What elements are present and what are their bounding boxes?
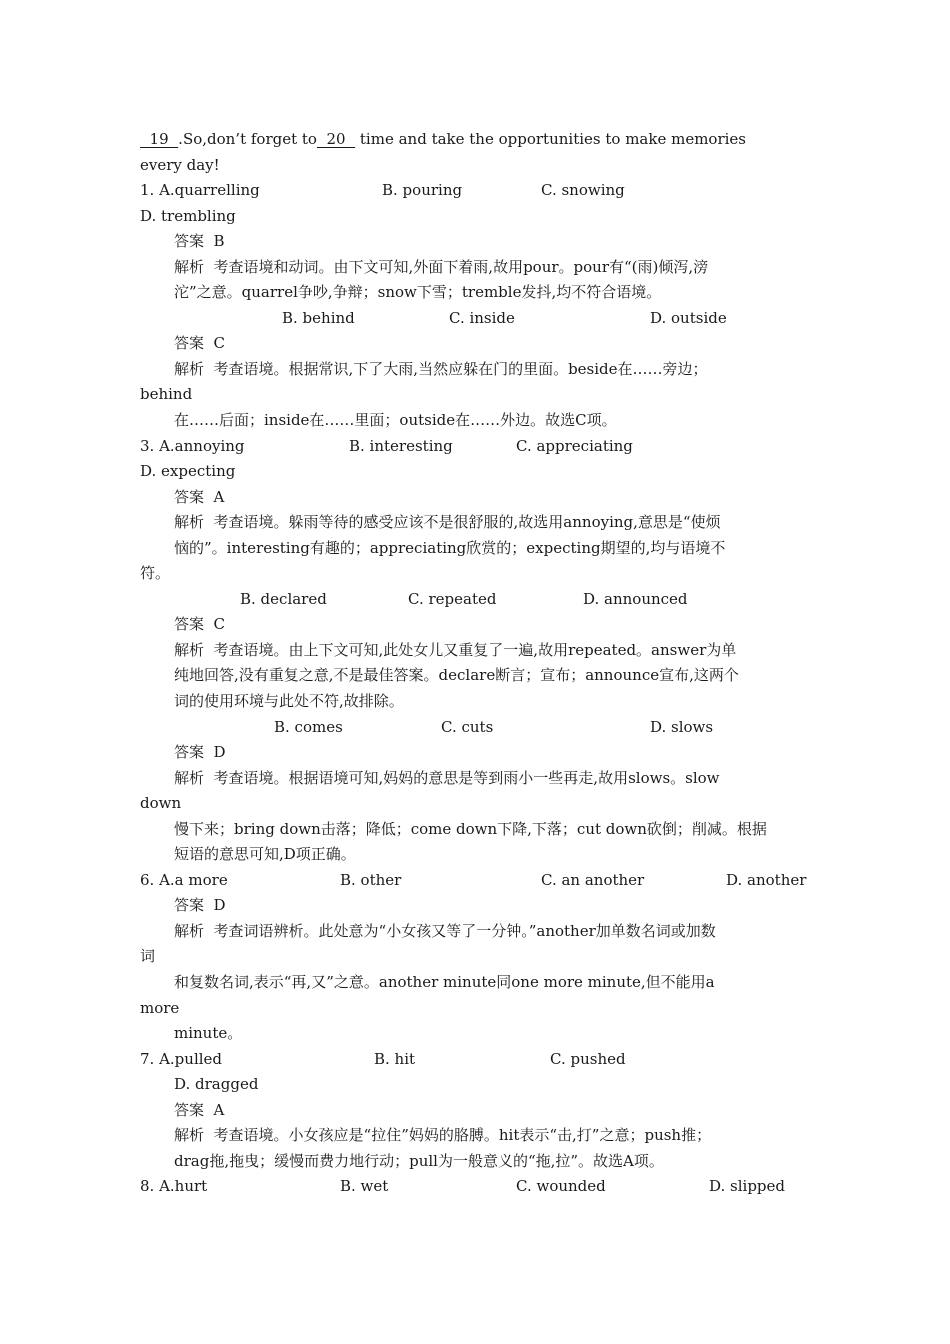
q6-analysis-2: 词 (140, 947, 156, 965)
q4-option-d: D. announced (583, 590, 688, 608)
q1-option-a: 1. A.quarrelling (140, 181, 260, 199)
q6-option-b: B. other (340, 871, 402, 889)
q2-option-b: B. behind (282, 309, 355, 327)
intro-text-end: time and take the opportunities to make memories (355, 130, 746, 148)
q4-analysis-3: 词的使用环境与此处不符,故排除。 (174, 692, 404, 710)
q1-analysis-1: 解析 考查语境和动词。由下文可知,外面下着雨,故用pour。pour有“(雨)倾泻,滂 (174, 258, 709, 276)
q8-option-d: D. slipped (709, 1177, 786, 1195)
intro-line-2: every day! (140, 156, 220, 174)
q2-analysis-3: 在……后面；inside在……里面；outside在……外边。故选C项。 (174, 411, 617, 429)
q8-option-b: B. wet (340, 1177, 389, 1195)
q2-answer: 答案 C (174, 334, 226, 352)
q8-option-c: C. wounded (516, 1177, 606, 1195)
q1-analysis-2: 沱”之意。quarrel争吵,争辩；snow下雪；tremble发抖,均不符合语境。 (174, 283, 662, 301)
q4-option-b: B. declared (240, 590, 327, 608)
q5-answer: 答案 D (174, 743, 226, 761)
q6-option-d: D. another (726, 871, 807, 889)
blank-20: 20 (316, 130, 356, 148)
q8-option-a: 8. A.hurt (140, 1177, 208, 1195)
q6-analysis-1: 解析 考查词语辨析。此处意为“小女孩又等了一分钟。”another加单数名词或加数 (174, 922, 716, 940)
q2-option-c: C. inside (449, 309, 515, 327)
q7-option-b: B. hit (374, 1050, 416, 1068)
q3-analysis-2: 恼的”。interesting有趣的；appreciating欣赏的；expecting期望的,均与语境不 (174, 539, 726, 557)
blank-19: 19 (140, 130, 179, 148)
q7-option-d: D. dragged (174, 1075, 259, 1093)
q3-option-b: B. interesting (349, 437, 453, 455)
q4-analysis-2: 纯地回答,没有重复之意,不是最佳答案。declare断言；宣布；announce宣布,这两个 (174, 666, 739, 684)
q7-option-c: C. pushed (550, 1050, 626, 1068)
q5-option-d: D. slows (650, 718, 714, 736)
q1-option-c: C. snowing (541, 181, 625, 199)
q5-analysis-3: 慢下来；bring down击落；降低；come down下降,下落；cut down砍倒；削减。根据 (174, 820, 767, 838)
q6-answer: 答案 D (174, 896, 226, 914)
q2-analysis-1: 解析 考查语境。根据常识,下了大雨,当然应躲在门的里面。beside在……旁边； (174, 360, 708, 378)
q6-analysis-3: 和复数名词,表示“再,又”之意。another minute同one more minute,但不能用a (174, 973, 715, 991)
q5-analysis-1: 解析 考查语境。根据语境可知,妈妈的意思是等到雨小一些再走,故用slows。slow (174, 769, 720, 787)
q3-option-c: C. appreciating (516, 437, 633, 455)
intro-line-1 (140, 130, 746, 148)
q2-analysis-2: behind (140, 385, 193, 403)
q5-option-b: B. comes (274, 718, 343, 736)
q7-option-a: 7. A.pulled (140, 1050, 223, 1068)
q3-analysis-3: 符。 (140, 564, 171, 582)
q1-option-d: D. trembling (140, 207, 236, 225)
q7-analysis-1: 解析 考查语境。小女孩应是“拉住”妈妈的胳膊。hit表示“击,打”之意；push推； (174, 1126, 712, 1144)
q1-answer: 答案 B (174, 232, 225, 250)
q4-analysis-1: 解析 考查语境。由上下文可知,此处女儿又重复了一遍,故用repeated。answer为单 (174, 641, 737, 659)
q5-analysis-4: 短语的意思可知,D项正确。 (174, 845, 356, 863)
q4-answer: 答案 C (174, 615, 226, 633)
q3-answer: 答案 A (174, 488, 225, 506)
q7-answer: 答案 A (174, 1101, 225, 1119)
q1-option-b: B. pouring (382, 181, 463, 199)
q7-analysis-2: drag拖,拖曳；缓慢而费力地行动；pull为一般意义的“拖,拉”。故选A项。 (174, 1152, 664, 1170)
q6-analysis-5: minute。 (174, 1024, 243, 1042)
q6-option-a: 6. A.a more (140, 871, 228, 889)
q3-analysis-1: 解析 考查语境。躲雨等待的感受应该不是很舒服的,故选用annoying,意思是“使烦 (174, 513, 721, 531)
q3-option-d: D. expecting (140, 462, 236, 480)
intro-text-mid: .So,don’t forget to (178, 130, 317, 148)
q6-option-c: C. an another (541, 871, 645, 889)
q4-option-c: C. repeated (408, 590, 497, 608)
q3-option-a: 3. A.annoying (140, 437, 245, 455)
q2-option-d: D. outside (650, 309, 727, 327)
q5-option-c: C. cuts (441, 718, 494, 736)
q6-analysis-4: more (140, 999, 180, 1017)
q5-analysis-2: down (140, 794, 182, 812)
